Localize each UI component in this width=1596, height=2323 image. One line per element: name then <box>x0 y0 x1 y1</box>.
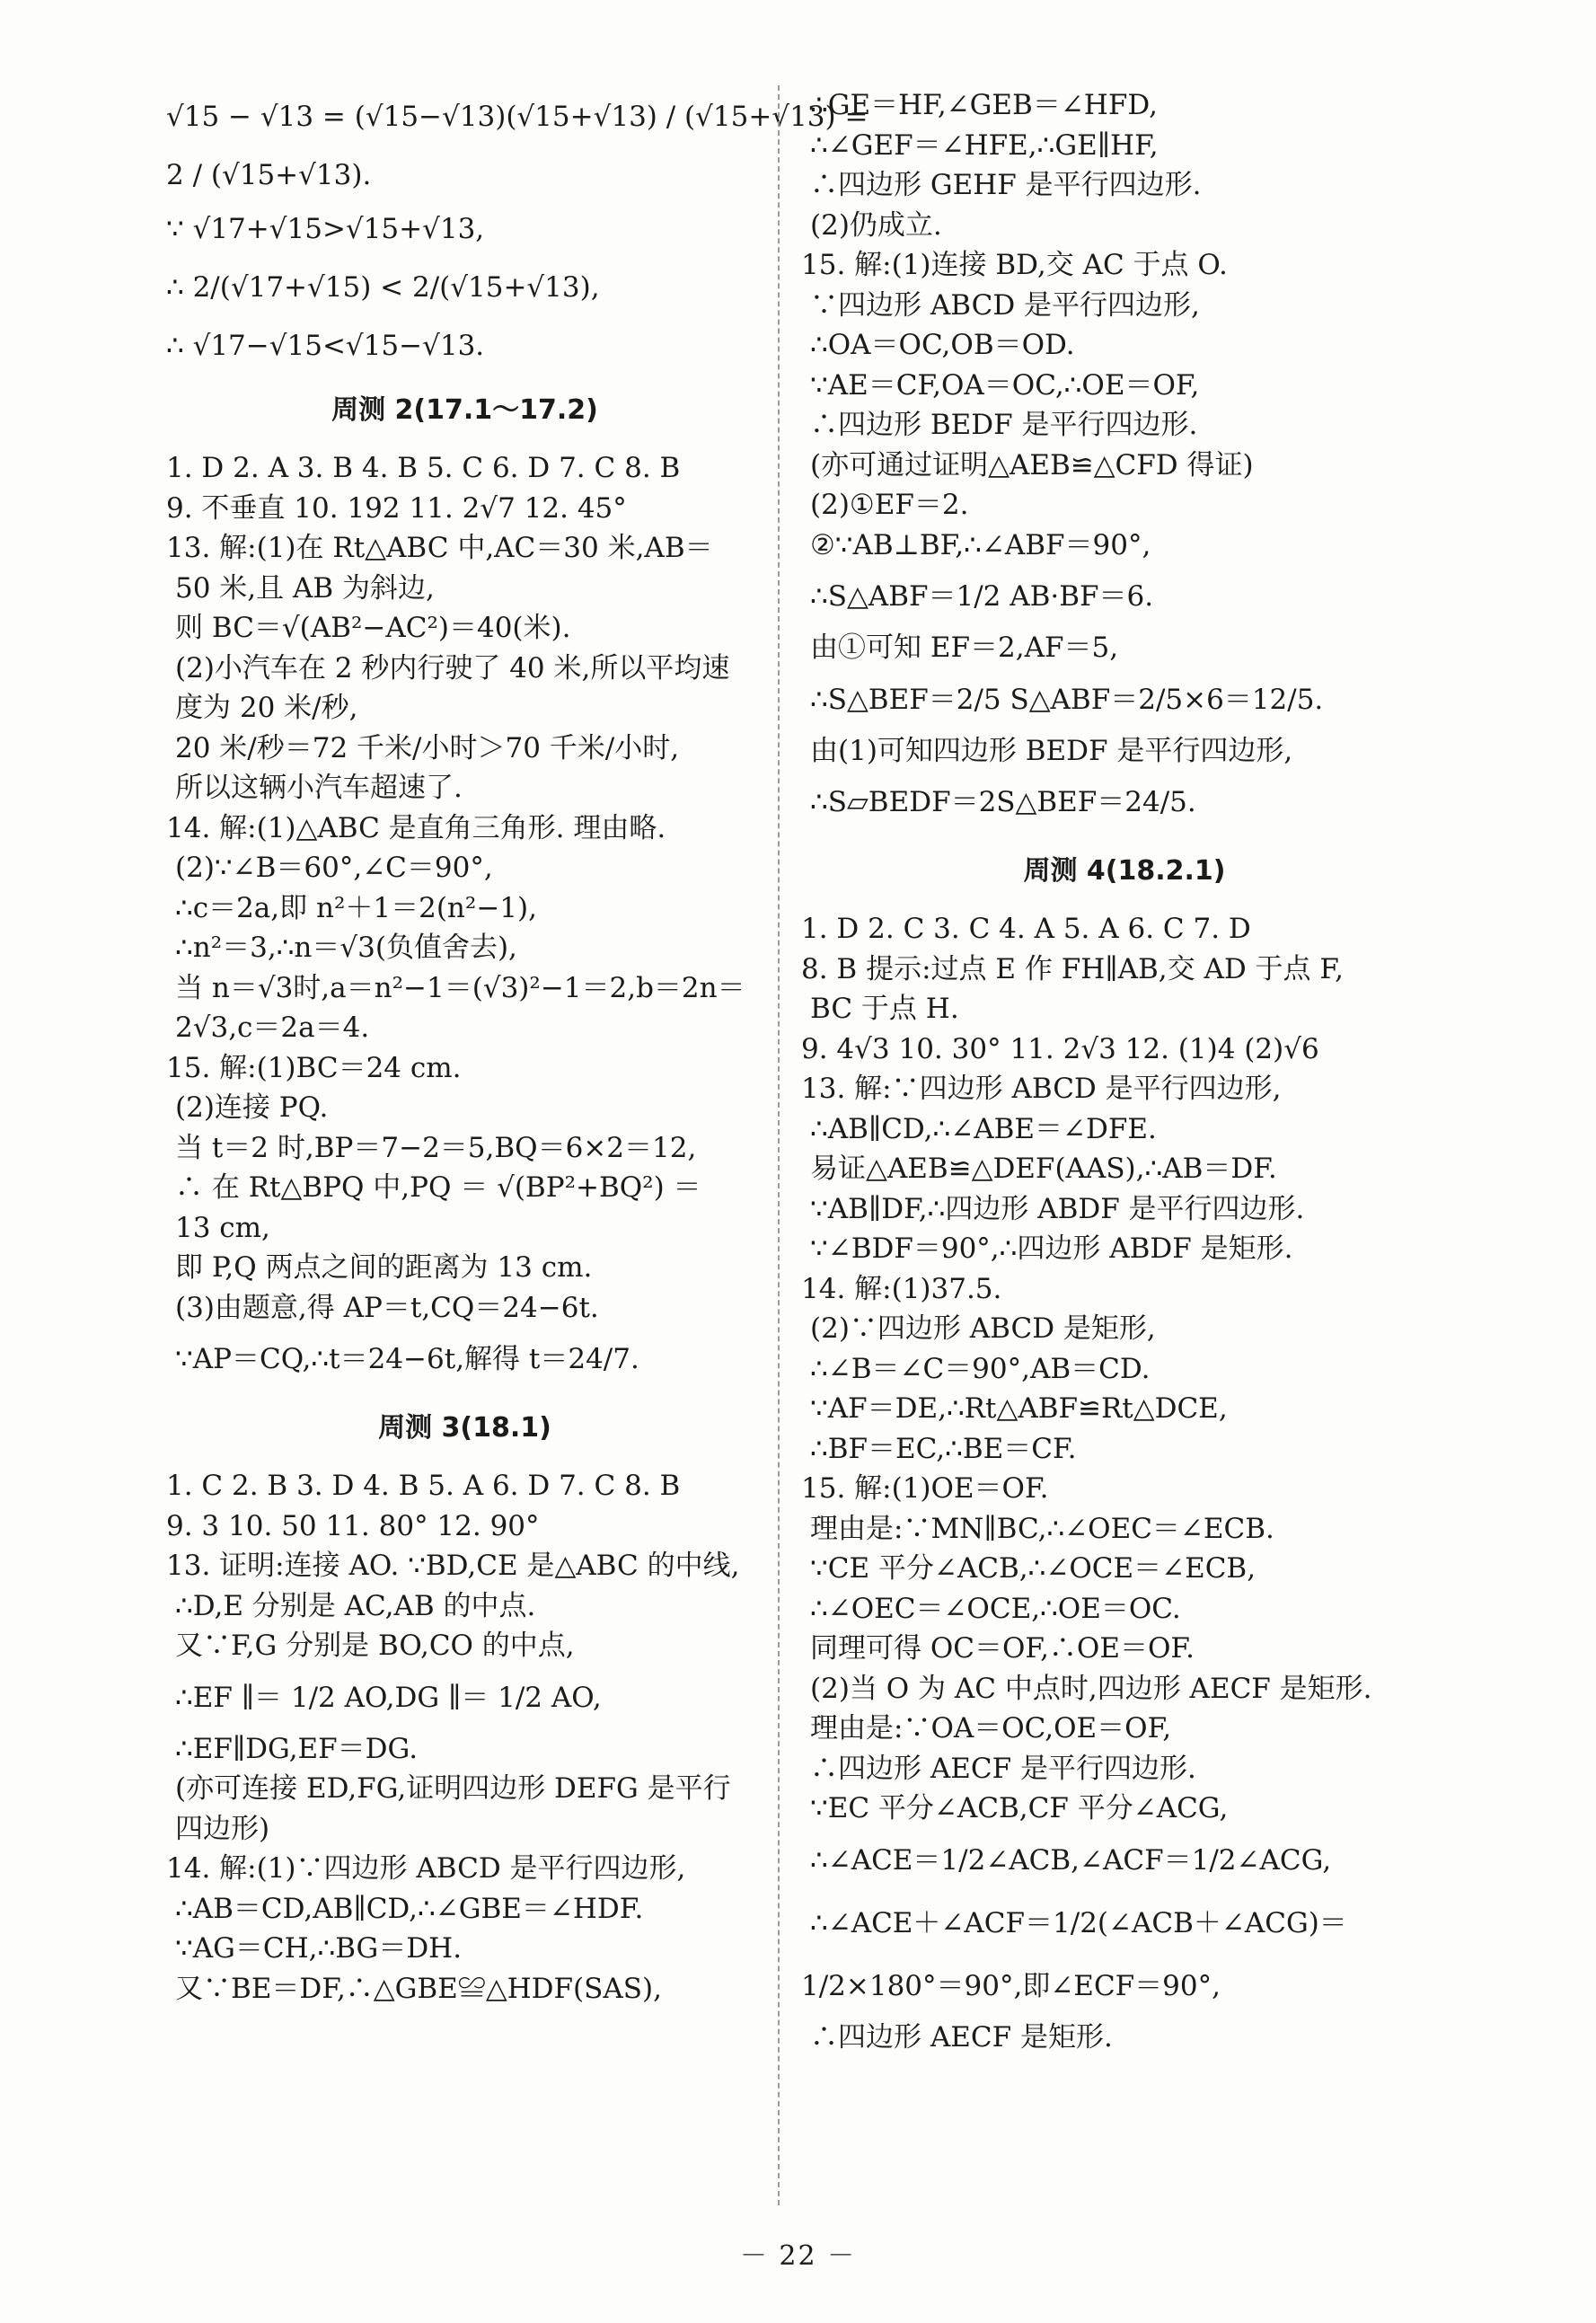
answer-line: ∴S▱BEDF＝2S△BEF＝24/5. <box>810 786 1196 818</box>
section-heading: 周测 4(18.2.1) <box>1023 855 1226 887</box>
answer-line: ∴四边形 GEHF 是平行四边形. <box>810 169 1202 201</box>
answer-line: (亦可连接 ED,FG,证明四边形 DEFG 是平行 <box>175 1772 731 1805</box>
answer-line: (2)仍成立. <box>810 208 942 242</box>
answer-line: ∴ √17−√15<√15−√13. <box>166 330 485 362</box>
left-column <box>166 85 869 2009</box>
answer-line: ∴ 在 Rt△BPQ 中,PQ ＝ √(BP²+BQ²) ＝ <box>175 1171 701 1204</box>
answer-line: 13. 证明:连接 AO. ∵BD,CE 是△ABC 的中线, <box>166 1550 740 1582</box>
answer-line: ∵四边形 ABCD 是平行四边形, <box>810 288 1200 322</box>
answer-line: 度为 20 米/秒, <box>175 692 358 724</box>
answer-line: 8. B 提示:过点 E 作 FH∥AB,交 AD 于点 F, <box>801 952 1344 985</box>
answer-line: 13 cm, <box>175 1211 270 1244</box>
answer-line: 13. 解:(1)在 Rt△ABC 中,AC＝30 米,AB＝ <box>166 532 713 564</box>
answer-line: ∴ 2/(√17+√15) < 2/(√15+√13), <box>166 271 600 304</box>
answer-line: 9. 4√3 10. 30° 11. 2√3 12. (1)4 (2)√6 <box>801 1032 1319 1065</box>
section-heading: 周测 2(17.1～17.2) <box>331 394 598 426</box>
answer-line: 即 P,Q 两点之间的距离为 13 cm. <box>175 1251 593 1284</box>
answer-line: 50 米,且 AB 为斜边, <box>175 571 435 605</box>
answer-line: 15. 解:(1)OE＝OF. <box>801 1472 1049 1505</box>
answer-line: ∵∠BDF＝90°,∴四边形 ABDF 是矩形. <box>810 1232 1293 1265</box>
answer-line: 四边形) <box>175 1812 270 1845</box>
answer-line: ∴∠GEF＝∠HFE,∴GE∥HF, <box>810 128 1159 162</box>
answer-line: ∴AB＝CD,AB∥CD,∴∠GBE＝∠HDF. <box>175 1892 644 1925</box>
answer-line: ∵AF＝DE,∴Rt△ABF≌Rt△DCE, <box>810 1392 1228 1425</box>
answer-line: 易证△AEB≌△DEF(AAS),∴AB＝DF. <box>810 1153 1277 1185</box>
answer-line: 由(1)可知四边形 BEDF 是平行四边形, <box>810 734 1293 767</box>
answer-line: ∵AE＝CF,OA＝OC,∴OE＝OF, <box>810 368 1200 402</box>
answer-line: (亦可通过证明△AEB≌△CFD 得证) <box>810 448 1254 481</box>
answer-line: ∴四边形 AECF 是矩形. <box>810 2020 1113 2054</box>
answer-line: (2)①EF＝2. <box>810 489 969 521</box>
answer-line: ②∵AB⊥BF,∴∠ABF＝90°, <box>810 528 1151 561</box>
answer-line: (2)小汽车在 2 秒内行驶了 40 米,所以平均速 <box>175 651 730 685</box>
answer-line: ∵AB∥DF,∴四边形 ABDF 是平行四边形. <box>810 1192 1305 1225</box>
answer-line: 理由是:∵MN∥BC,∴∠OEC＝∠ECB. <box>810 1512 1274 1545</box>
answer-line: 同理可得 OC＝OF,∴OE＝OF. <box>810 1632 1195 1665</box>
answer-line: 20 米/秒＝72 千米/小时＞70 千米/小时, <box>175 731 680 764</box>
answer-line: 2 / (√15+√13). <box>166 159 372 191</box>
answer-line: ∴EF ∥＝ 1/2 AO,DG ∥＝ 1/2 AO, <box>175 1681 602 1714</box>
answer-line: (2)连接 PQ. <box>175 1091 329 1124</box>
answer-line: 又∵F,G 分别是 BO,CO 的中点, <box>175 1630 575 1662</box>
answer-line: 则 BC＝√(AB²−AC²)＝40(米). <box>175 612 571 644</box>
answer-line: ∵AG＝CH,∴BG＝DH. <box>175 1932 463 1965</box>
answer-line: √15 − √13 = (√15−√13)(√15+√13) / (√15+√13) = <box>166 101 869 133</box>
answer-line: 14. 解:(1)37.5. <box>801 1272 1002 1305</box>
answer-line: 15. 解:(1)连接 BD,交 AC 于点 O. <box>801 249 1228 281</box>
answer-line: ∴GE＝HF,∠GEB＝∠HFD, <box>810 89 1158 121</box>
answer-line: 当 n＝√3时,a＝n²−1＝(√3)²−1＝2,b＝2n＝ <box>175 971 745 1004</box>
answer-line: 14. 解:(1)△ABC 是直角三角形. 理由略. <box>166 811 666 844</box>
answer-line: 所以这辆小汽车超速了. <box>175 772 463 804</box>
answer-line: (2)当 O 为 AC 中点时,四边形 AECF 是矩形. <box>810 1672 1372 1705</box>
answer-line: ∵EC 平分∠ACB,CF 平分∠ACG, <box>810 1792 1229 1824</box>
answer-line: ∵AP＝CQ,∴t＝24−6t,解得 t＝24/7. <box>175 1343 639 1375</box>
answer-line: 14. 解:(1)∵四边形 ABCD 是平行四边形, <box>166 1852 686 1885</box>
answer-line: ∴∠OEC＝∠OCE,∴OE＝OC. <box>810 1592 1181 1625</box>
answer-line: 当 t＝2 时,BP＝7−2＝5,BQ＝6×2＝12, <box>175 1131 697 1164</box>
section-heading: 周测 3(18.1) <box>378 1412 551 1444</box>
answer-line: 13. 解:∵四边形 ABCD 是平行四边形, <box>801 1073 1282 1105</box>
answer-line: ∴∠ACE＋∠ACF＝1/2(∠ACB＋∠ACG)＝ <box>810 1906 1347 1939</box>
answer-line: ∴S△BEF＝2/5 S△ABF＝2/5×6＝12/5. <box>810 683 1324 716</box>
answer-line: 1. D 2. A 3. B 4. B 5. C 6. D 7. C 8. B <box>166 452 681 484</box>
answer-line: ∵ √17+√15>√15+√13, <box>166 213 485 245</box>
answer-line: (2)∵四边形 ABCD 是矩形, <box>810 1312 1156 1345</box>
answer-line: 又∵BE＝DF,∴△GBE≌△HDF(SAS), <box>175 1972 662 2005</box>
answer-line: 15. 解:(1)BC＝24 cm. <box>166 1051 462 1084</box>
answer-line: ∴AB∥CD,∴∠ABE＝∠DFE. <box>810 1112 1157 1145</box>
answer-line: (2)∵∠B＝60°,∠C＝90°, <box>175 852 493 884</box>
answer-line: ∴∠ACE＝1/2∠ACB,∠ACF＝1/2∠ACG, <box>810 1843 1332 1877</box>
answer-line: BC 于点 H. <box>810 993 959 1025</box>
answer-line: 1/2×180°＝90°,即∠ECF＝90°, <box>801 1969 1221 2002</box>
answer-line: ∴S△ABF＝1/2 AB·BF＝6. <box>810 580 1154 613</box>
column-divider <box>778 85 780 2205</box>
answer-line: 9. 不垂直 10. 192 11. 2√7 12. 45° <box>166 491 627 525</box>
page-number: － 22 － <box>739 2240 857 2272</box>
answer-line: (3)由题意,得 AP＝t,CQ＝24−6t. <box>175 1291 599 1324</box>
answer-line: 2√3,c＝2a＝4. <box>175 1011 370 1044</box>
answer-line: ∵CE 平分∠ACB,∴∠OCE＝∠ECB, <box>810 1552 1257 1585</box>
answer-line: ∴EF∥DG,EF＝DG. <box>175 1732 419 1765</box>
answer-line: ∴c＝2a,即 n²＋1＝2(n²−1), <box>175 891 537 924</box>
answer-line: 理由是:∵OA＝OC,OE＝OF, <box>810 1712 1172 1744</box>
right-column <box>801 85 1448 2057</box>
answer-line: ∴BF＝EC,∴BE＝CF. <box>810 1432 1077 1465</box>
answer-line: ∴OA＝OC,OB＝OD. <box>810 329 1075 361</box>
answer-line: ∴四边形 BEDF 是平行四边形. <box>810 409 1198 441</box>
answer-line: ∴n²＝3,∴n＝√3(负值舍去), <box>175 932 517 964</box>
answer-line: ∴∠B＝∠C＝90°,AB＝CD. <box>810 1352 1151 1385</box>
answer-line: 1. D 2. C 3. C 4. A 5. A 6. C 7. D <box>801 913 1251 945</box>
answer-line: 1. C 2. B 3. D 4. B 5. A 6. D 7. C 8. B <box>166 1470 681 1502</box>
answer-line: 9. 3 10. 50 11. 80° 12. 90° <box>166 1509 540 1542</box>
answer-line: 由①可知 EF＝2,AF＝5, <box>810 632 1119 664</box>
answer-line: ∴D,E 分别是 AC,AB 的中点. <box>175 1589 536 1622</box>
answer-line: ∴四边形 AECF 是平行四边形. <box>810 1752 1196 1785</box>
